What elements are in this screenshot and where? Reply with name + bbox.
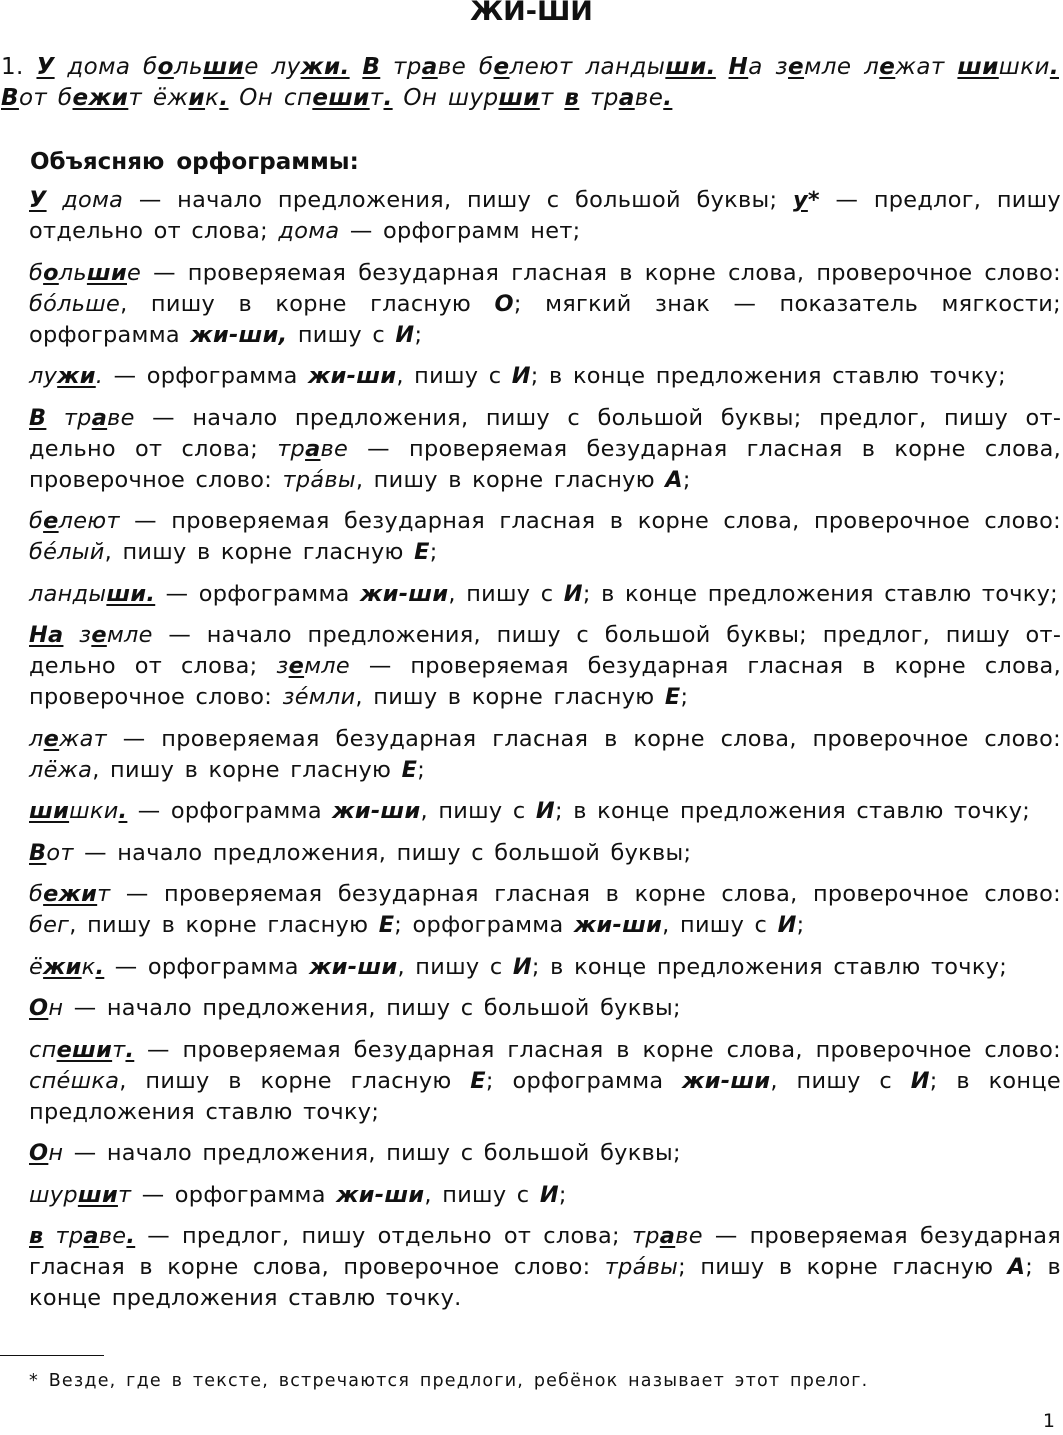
text-run: леют ланды — [509, 54, 666, 80]
explanation-paragraph — [29, 620, 1061, 713]
text-run: еши — [312, 85, 370, 111]
text-run: бег — [29, 912, 70, 938]
text-run: ; — [417, 756, 426, 783]
text-run: — начало предложения, пишу с большой буквы; — [123, 187, 793, 213]
text-run: тр — [579, 85, 619, 111]
explanation-paragraph — [29, 952, 1061, 983]
text-run: жи. — [300, 54, 350, 80]
text-run: ве б — [437, 54, 494, 80]
text-run: от — [46, 839, 74, 866]
text-run: а — [91, 404, 108, 431]
text-run: н — [48, 1140, 64, 1166]
text-run: Он шур — [392, 85, 499, 111]
text-run: в — [564, 85, 580, 111]
text-run: — орфограмма — [155, 580, 361, 607]
text-run: ши — [77, 1181, 118, 1208]
text-run: тр — [380, 54, 422, 80]
explanation-paragraph — [29, 403, 1061, 496]
text-run: жи — [57, 363, 96, 389]
text-run: И — [539, 1181, 559, 1208]
text-run: бо́льше — [29, 290, 121, 317]
text-run: тр — [43, 1223, 84, 1249]
text-run: — начало предложения, пишу с большой буквы; предлог, пишу отдельно от слова; — [29, 622, 1061, 679]
explanation-paragraph — [29, 506, 1061, 568]
explanation-paragraph — [29, 838, 1061, 869]
text-run: О — [29, 1140, 49, 1166]
text-run: о — [157, 54, 174, 80]
explanation-paragraph — [29, 1138, 1061, 1169]
text-run: еши — [56, 1036, 113, 1063]
text-run: шки — [69, 798, 119, 824]
text-run: е лу — [244, 54, 301, 80]
exercise-text — [1, 54, 1059, 111]
text-run: мле — [304, 653, 350, 679]
text-run: жи — [43, 953, 82, 980]
text-run: , пишу в корне гласную — [69, 912, 379, 938]
text-run: е — [126, 259, 142, 286]
text-run: лу — [29, 363, 58, 389]
explanation-paragraph — [29, 993, 1061, 1024]
footnote-divider — [0, 1355, 104, 1356]
text-run: , пишу с — [424, 1181, 540, 1208]
text-run: лёжа — [29, 756, 93, 783]
text-run: ши — [202, 54, 245, 80]
text-run: . — [663, 85, 673, 111]
text-run: бе́лый — [29, 539, 105, 565]
text-run: ши — [957, 54, 999, 80]
text-run: жи-ши — [308, 363, 397, 389]
text-run: з — [63, 622, 92, 648]
text-run: — проверяемая безударная гласная в корне слова, проверочное слово: — [134, 1036, 1061, 1063]
text-run: . — [1049, 54, 1059, 80]
text-run: . — [219, 85, 229, 111]
text-run: жи-ши — [336, 1181, 425, 1208]
text-run: ; в конце предложения ставлю точку; — [554, 798, 1031, 824]
text-run: — орфограмм нет; — [339, 218, 581, 244]
text-run: ; — [680, 684, 689, 710]
explanation-paragraph — [29, 258, 1061, 351]
text-run: В — [1, 85, 19, 111]
text-run: ; орфограмма — [485, 1067, 683, 1094]
text-run: . — [118, 798, 128, 824]
text-run: т ёж — [128, 85, 189, 111]
text-run: е — [493, 54, 510, 80]
text-run: ; пишу в корне гласную — [678, 1254, 1008, 1280]
text-run: , пишу в корне гласную — [92, 756, 402, 783]
text-run: . — [95, 953, 105, 980]
text-run: н — [48, 995, 64, 1021]
text-run: — начало предложения, пишу с большой буквы; предлог, пишу отдельно от слова; — [29, 404, 1061, 462]
text-run: А — [665, 466, 683, 493]
exercise-number: 1. — [1, 54, 24, 80]
text-run: И — [395, 321, 415, 348]
text-run: т — [112, 1036, 126, 1063]
text-run: а — [618, 85, 635, 111]
text-run: т — [369, 85, 384, 111]
text-run: ежи — [72, 85, 129, 111]
text-run: . — [383, 85, 393, 111]
text-run: жи-ши — [573, 912, 663, 938]
text-run: е — [788, 54, 805, 80]
text-run: * — [807, 187, 820, 213]
text-run: а — [83, 1223, 99, 1249]
text-run: ль — [173, 54, 203, 80]
text-run: ; в конце предложения ставлю точку. — [29, 1254, 1061, 1311]
text-run: тр — [46, 404, 92, 431]
text-run: е — [288, 653, 305, 679]
text-run: — орфограмма — [104, 953, 310, 980]
footnote: * Везде, где в тексте, встречаются предлоги, ребёнок называет этот прелог. — [29, 1371, 869, 1391]
text-run: ве — [634, 85, 664, 111]
explanation-paragraph — [29, 879, 1061, 941]
text-run: — проверяемая безударная гласная в корне слова, проверочное слово: — [119, 508, 1061, 534]
explanations-list — [29, 185, 1061, 1325]
text-run: , пишу с — [448, 580, 564, 607]
text-run: А — [1007, 1254, 1026, 1280]
section-heading: Объясняю орфограммы: — [30, 149, 359, 175]
text-run: Е — [664, 684, 681, 710]
explanation-paragraph — [29, 579, 1061, 610]
text-run: а з — [748, 54, 789, 80]
text-run: шки — [998, 54, 1050, 80]
text-run: ши. — [665, 54, 716, 80]
text-run: , пишу в корне гласную — [355, 466, 666, 493]
text-run: На — [29, 622, 64, 648]
text-run: б — [29, 881, 44, 907]
text-run: жат — [59, 725, 107, 752]
explanation-paragraph — [29, 185, 1061, 247]
exercise-sentence — [1, 52, 1059, 114]
text-run: В — [362, 54, 381, 80]
text-run: жат — [895, 54, 958, 80]
text-run: И — [535, 798, 555, 824]
text-run: ; — [429, 539, 438, 565]
text-run: к — [81, 953, 96, 980]
text-run: — орфограмма — [131, 1181, 337, 1208]
text-run: ; мягкий знак — показатель мягкости; орфограмма — [29, 290, 1061, 348]
text-run: ши — [29, 798, 70, 824]
text-run: — проверяемая безударная гласная в корне слова, проверочное слово: — [29, 653, 1061, 710]
text-run: Е — [378, 912, 395, 938]
text-run: е — [43, 725, 60, 752]
text-run: от б — [18, 85, 73, 111]
text-run: И — [511, 363, 531, 389]
page-title: ЖИ-ШИ — [470, 0, 593, 27]
text-run: л — [29, 725, 44, 752]
text-run: ; — [796, 912, 805, 938]
explanation-paragraph — [29, 1035, 1061, 1128]
text-run: ; в конце предложения ставлю точку; — [582, 580, 1058, 607]
text-run: — проверяемая безударная гласная в корне слова, проверочное слово: — [110, 881, 1061, 907]
text-run: . — [125, 1036, 135, 1063]
explanation-paragraph — [29, 1180, 1061, 1211]
text-run: У — [36, 54, 55, 80]
text-run: спе́шка — [29, 1067, 120, 1094]
text-run: ; — [414, 321, 423, 348]
text-run: О — [494, 290, 514, 317]
text-run: тра́вы — [282, 466, 356, 493]
text-run: ве — [320, 435, 349, 462]
text-run: ланды — [29, 580, 107, 607]
text-run: Е — [401, 756, 418, 783]
text-run: жи-ши — [360, 580, 449, 607]
text-run: пишу с — [287, 321, 396, 348]
text-run: ве — [675, 1223, 703, 1249]
text-run: ве — [107, 404, 135, 431]
text-run: зе́мли — [282, 684, 356, 710]
text-run: у — [792, 187, 808, 213]
text-run: а — [305, 435, 321, 462]
text-run: е — [43, 508, 59, 534]
text-run — [716, 54, 729, 80]
text-run: ; — [558, 1181, 567, 1208]
explanation-paragraph — [29, 724, 1061, 786]
text-run: леют — [58, 508, 120, 534]
text-run: — проверяемая безударная гласная в корне слова, проверочное слово: — [106, 725, 1061, 752]
text-run: а — [659, 1223, 676, 1249]
text-run: сп — [29, 1036, 57, 1063]
text-run: В — [29, 839, 47, 866]
text-run: , пишу в корне гласную — [104, 539, 415, 565]
text-run: ; в конце предложения ставлю точку; — [531, 953, 1008, 980]
text-run: Е — [414, 539, 430, 565]
text-run: , пишу в корне гласную — [355, 684, 665, 710]
text-run: . — [126, 1223, 136, 1249]
text-run: , пишу в корне гласную — [120, 290, 495, 317]
text-run: дома — [46, 187, 124, 213]
text-run: жи-ши — [309, 953, 398, 980]
text-run: , пишу с — [396, 363, 512, 389]
text-run: а — [421, 54, 438, 80]
text-run: ежи — [43, 881, 98, 907]
text-run: — начало предложения, пишу с большой буквы; — [63, 995, 681, 1021]
text-run: И — [777, 912, 797, 938]
text-run: — орфограмма — [127, 798, 333, 824]
text-run: , пишу с — [397, 953, 513, 980]
text-run: , пишу с — [662, 912, 778, 938]
text-run: — начало предложения, пишу с большой буквы; — [73, 839, 692, 866]
text-run: — орфограмма — [103, 363, 309, 389]
text-run: о — [43, 259, 59, 286]
text-run: О — [29, 995, 49, 1021]
text-run: мле — [106, 622, 153, 648]
text-run: и — [188, 85, 206, 111]
text-run: , пишу с — [770, 1067, 911, 1094]
text-run: , пишу в корне гласную — [119, 1067, 471, 1094]
text-run: дома — [278, 218, 340, 244]
text-run: шур — [29, 1181, 78, 1208]
text-run: , пишу с — [420, 798, 536, 824]
page-number: 1 — [1042, 1410, 1055, 1432]
text-run: Е — [470, 1067, 486, 1094]
text-run: е — [879, 54, 896, 80]
text-run: тра́вы — [604, 1254, 679, 1280]
text-run: ; — [682, 466, 691, 493]
text-run: ; в конце предложения ставлю точку; — [29, 1067, 1061, 1125]
text-run: Он сп — [228, 85, 313, 111]
text-run: . — [95, 363, 104, 389]
text-run: в — [29, 1223, 44, 1249]
explanation-paragraph — [29, 1221, 1061, 1314]
text-run: тр — [277, 435, 306, 462]
text-run: б — [29, 259, 44, 286]
text-run: И — [910, 1067, 930, 1094]
text-run: тр — [631, 1223, 660, 1249]
text-run: ; орфограмма — [394, 912, 574, 938]
text-run: з — [276, 653, 289, 679]
text-run: У — [29, 187, 47, 213]
text-run: ши — [86, 259, 127, 286]
text-run: т — [117, 1181, 132, 1208]
text-run: ши — [498, 85, 540, 111]
text-run: мле л — [804, 54, 880, 80]
text-run: к — [205, 85, 220, 111]
text-run: ; в конце предложения ставлю точку; — [530, 363, 1006, 389]
text-run: — проверяемая безударная гласная в корне слова, проверочное слово: — [29, 435, 1062, 493]
text-run: т — [539, 85, 565, 111]
text-run: е — [91, 622, 107, 648]
explanation-paragraph — [29, 361, 1061, 392]
text-run: Н — [728, 54, 749, 80]
text-run: жи-ши — [682, 1067, 771, 1094]
text-run: ль — [58, 259, 87, 286]
text-run: В — [29, 404, 47, 431]
text-run: жи-ши, — [190, 321, 288, 348]
text-run: жи-ши — [332, 798, 421, 824]
text-run: — начало предложения, пишу с большой буквы; — [63, 1140, 681, 1166]
text-run: б — [29, 508, 44, 534]
explanation-paragraph — [29, 796, 1061, 827]
text-run: — предлог, пишу отдельно от слова; — [135, 1223, 632, 1249]
text-run: т — [97, 881, 111, 907]
text-run: дома б — [54, 54, 158, 80]
text-run: ё — [29, 953, 44, 980]
text-run: И — [563, 580, 583, 607]
text-run: ве — [98, 1223, 127, 1249]
text-run — [350, 54, 363, 80]
text-run: — предлог, пишу отдельно от слова; — [29, 187, 1061, 244]
text-run: — проверяемая безударная гласная в корне слова, проверочное слово: — [29, 1223, 1061, 1280]
text-run: — проверяемая безударная гласная в корне слова, проверочное слово: — [141, 259, 1061, 286]
text-run: ши. — [106, 580, 156, 607]
text-run: И — [512, 953, 532, 980]
